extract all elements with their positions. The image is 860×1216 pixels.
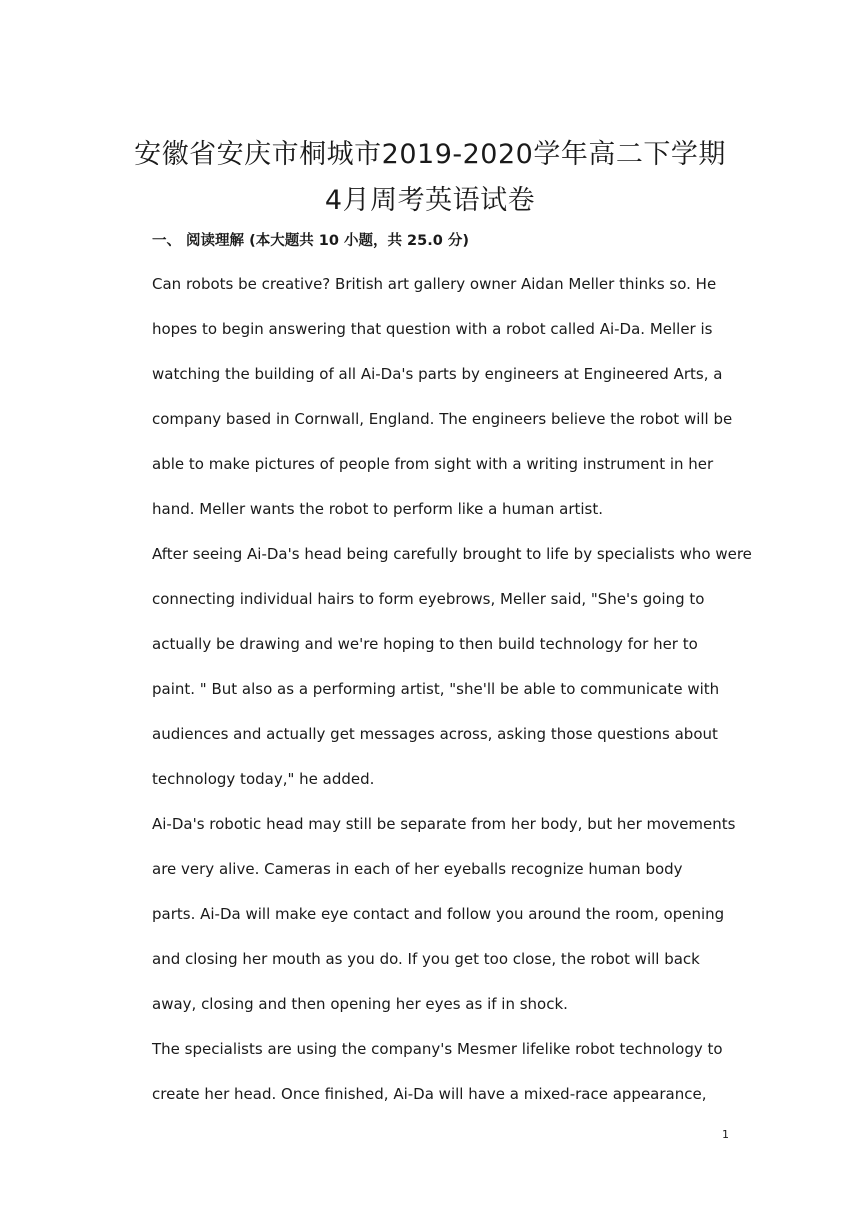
passage-line: able to make pictures of people from sight with a writing instrument in her <box>152 455 714 473</box>
passage-body <box>152 262 752 1117</box>
passage-line: actually be drawing and we're hoping to then build technology for her to <box>152 635 698 653</box>
passage-line: are very alive. Cameras in each of her eyeballs recognize human body <box>152 860 683 878</box>
document-title: 安徽省安庆市桐城市2019-2020学年高二下学期4月周考英语试卷 <box>134 139 726 216</box>
passage-line: create her head. Once finished, Ai-Da will have a mixed-race appearance, <box>152 1085 707 1103</box>
passage-line: The specialists are using the company's Mesmer lifelike robot technology to <box>152 1040 723 1058</box>
passage-line: After seeing Ai-Da's head being carefully brought to life by specialists who were <box>152 545 752 563</box>
passage-line: Ai-Da's robotic head may still be separate from her body, but her movements <box>152 815 736 833</box>
passage-line: parts. Ai-Da will make eye contact and follow you around the room, opening <box>152 905 725 923</box>
section-heading: 一、 阅读理解 (本大题共 10 小题，共 25.0 分) <box>152 233 469 249</box>
page-number: 1 <box>722 1128 729 1141</box>
passage-line: technology today," he added. <box>152 770 375 788</box>
passage-line: Can robots be creative? British art gallery owner Aidan Meller thinks so. He <box>152 275 717 293</box>
passage-line: hopes to begin answering that question with a robot called Ai-Da. Meller is <box>152 320 713 338</box>
passage-line: hand. Meller wants the robot to perform like a human artist. <box>152 500 604 518</box>
passage-line: audiences and actually get messages across, asking those questions about <box>152 725 718 743</box>
passage-line: connecting individual hairs to form eyebrows, Meller said, "She's going to <box>152 590 705 608</box>
passage-line: and closing her mouth as you do. If you get too close, the robot will back <box>152 950 700 968</box>
passage-line: away, closing and then opening her eyes as if in shock. <box>152 995 568 1013</box>
passage-line: watching the building of all Ai-Da's parts by engineers at Engineered Arts, a <box>152 365 723 383</box>
passage-line: company based in Cornwall, England. The engineers believe the robot will be <box>152 410 733 428</box>
passage-line: paint. " But also as a performing artist, "she'll be able to communicate with <box>152 680 720 698</box>
